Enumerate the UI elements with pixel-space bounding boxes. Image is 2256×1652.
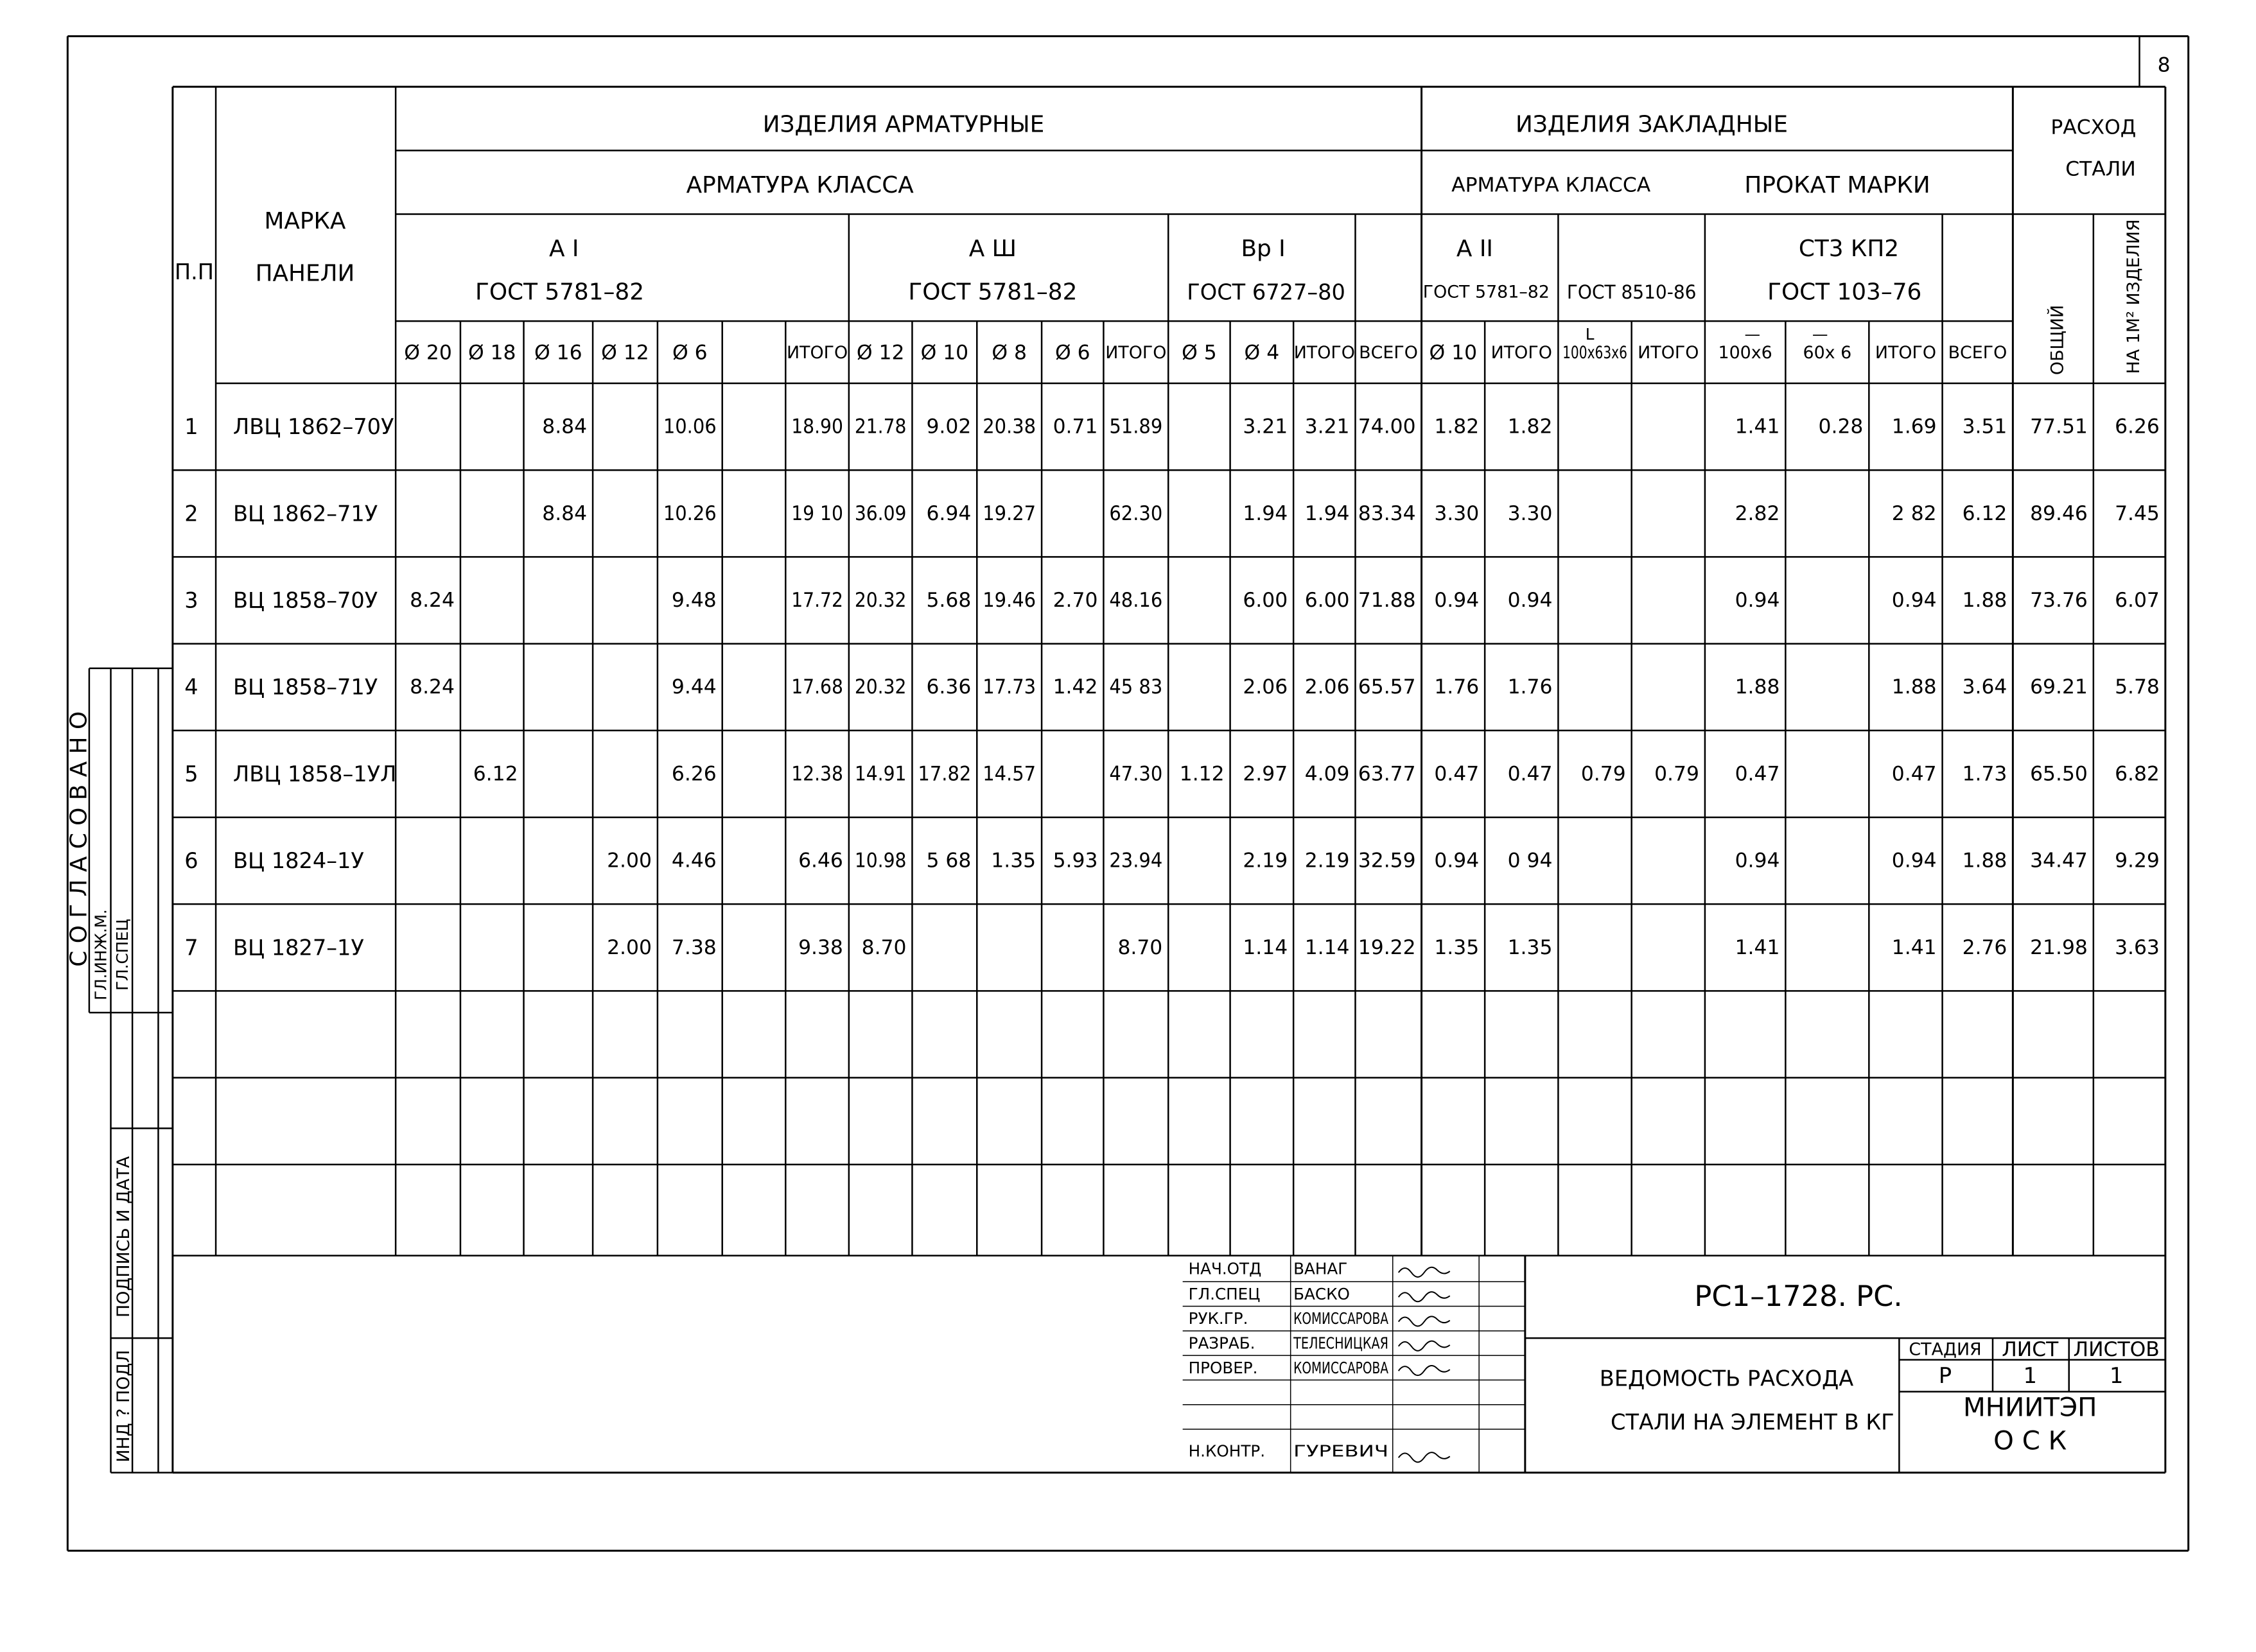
cell-value: 0.47 xyxy=(1507,762,1553,786)
cell-value: 19.46 xyxy=(983,589,1036,613)
cell-value: 19 10 xyxy=(791,501,843,525)
column-header: 60х 6 xyxy=(1803,343,1852,363)
cell-value: 47.30 xyxy=(1109,762,1163,786)
cell-value: 14.91 xyxy=(854,762,907,786)
cell-value: 10.26 xyxy=(663,501,717,525)
cell-value: 1.76 xyxy=(1507,675,1553,699)
header-rashod: РАСХОД xyxy=(2051,116,2137,139)
cell-value: 62.30 xyxy=(1109,501,1163,525)
header-a3-gost: ГОСТ 5781–82 xyxy=(908,279,1078,306)
cell-value: 6.12 xyxy=(473,762,518,786)
cell-value: 18.90 xyxy=(791,415,843,439)
header-vr1-gost: ГОСТ 6727–80 xyxy=(1187,279,1345,305)
panel-mark: ВЦ 1858–70У xyxy=(232,587,378,613)
cell-value: 1.69 xyxy=(1891,415,1937,439)
header-a2: А II xyxy=(1456,236,1493,263)
cell-value: 1.88 xyxy=(1962,849,2007,873)
row-number: 5 xyxy=(184,761,198,787)
column-header: Ø 16 xyxy=(534,341,582,365)
cell-value: 6.00 xyxy=(1243,589,1288,613)
cell-value: 6.07 xyxy=(2115,589,2160,613)
cell-value: 0.47 xyxy=(1434,762,1480,786)
stage-label: СТАДИЯ xyxy=(1909,1339,1982,1360)
cell-value: 6.36 xyxy=(926,675,972,699)
cell-value: 8.70 xyxy=(1117,935,1163,959)
cell-value: 2.70 xyxy=(1053,589,1098,613)
cell-value: 8.24 xyxy=(410,675,455,699)
cell-value: 8.24 xyxy=(410,589,455,613)
panel-mark: ЛВЦ 1862–70У xyxy=(232,414,394,440)
column-header: ИТОГО xyxy=(1105,343,1167,363)
cell-value: 17.82 xyxy=(918,762,972,786)
cell-value: 6.12 xyxy=(1962,501,2007,525)
sheets-value: 1 xyxy=(2109,1363,2124,1389)
cell-value: 1.35 xyxy=(1434,935,1480,959)
cell-value: 2.00 xyxy=(607,935,652,959)
cell-value: 0.94 xyxy=(1735,849,1780,873)
sheet-label: ЛИСТ xyxy=(2002,1338,2059,1362)
cell-value: 0.47 xyxy=(1891,762,1937,786)
cell-value: 48.16 xyxy=(1109,589,1163,613)
cell-value: 1.42 xyxy=(1053,675,1098,699)
org-name: МНИИТЭП xyxy=(1963,1392,2097,1423)
header-obshchiy: ОБЩИЙ xyxy=(2047,304,2068,376)
cell-value: 0.94 xyxy=(1891,589,1937,613)
org-dept: О С К xyxy=(1993,1425,2067,1456)
cell-value: 63.77 xyxy=(1358,762,1416,786)
column-header: ВСЕГО xyxy=(1948,343,2007,363)
cell-value: 20.32 xyxy=(854,675,907,699)
cell-value: 2.76 xyxy=(1962,935,2007,959)
cell-value: 36.09 xyxy=(854,501,907,525)
column-header: Ø 8 xyxy=(992,341,1027,365)
angle-mark: L xyxy=(1585,324,1595,343)
cell-value: 2.19 xyxy=(1243,849,1288,873)
header-izd-arm: ИЗДЕЛИЯ АРМАТУРНЫЕ xyxy=(762,111,1045,138)
cell-value: 12.38 xyxy=(791,762,843,786)
column-header: Ø 12 xyxy=(856,341,905,365)
column-header: ИТОГО xyxy=(1293,343,1355,363)
row-number: 1 xyxy=(184,414,198,440)
signature xyxy=(1399,1292,1450,1301)
header-izd-zakl: ИЗДЕЛИЯ ЗАКЛАДНЫЕ xyxy=(1516,111,1788,138)
header-vr1: Вр I xyxy=(1241,236,1286,263)
cell-value: 9.38 xyxy=(798,935,843,959)
column-header: Ø 12 xyxy=(601,341,649,365)
cell-value: 2.00 xyxy=(607,849,652,873)
cell-value: 73.76 xyxy=(2030,589,2088,613)
header-arm-klassa: АРМАТУРА КЛАССА xyxy=(686,171,914,198)
cell-value: 0.28 xyxy=(1818,415,1864,439)
cell-value: 0.94 xyxy=(1434,589,1480,613)
panel-mark: ВЦ 1858–71У xyxy=(232,674,378,700)
cell-value: 6.94 xyxy=(926,501,972,525)
stamp-name: КОМИССАРОВА xyxy=(1293,1358,1389,1377)
cell-value: 10.06 xyxy=(663,415,717,439)
cell-value: 4.46 xyxy=(671,849,717,873)
doc-title-1: ВЕДОМОСТЬ РАСХОДА xyxy=(1599,1366,1854,1391)
column-header: ВСЕГО xyxy=(1359,343,1418,363)
panel-mark: ЛВЦ 1858–1УЛ xyxy=(232,761,397,787)
cell-value: 51.89 xyxy=(1109,415,1163,439)
stamp-role: ПРОВЕР. xyxy=(1188,1358,1258,1377)
column-header: Ø 5 xyxy=(1182,341,1217,365)
cell-value: 74.00 xyxy=(1358,415,1416,439)
cell-value: 0.79 xyxy=(1654,762,1699,786)
cell-value: 6.82 xyxy=(2115,762,2160,786)
cell-value: 10.98 xyxy=(854,849,907,873)
cell-value: 32.59 xyxy=(1358,849,1416,873)
cell-value: 3.21 xyxy=(1243,415,1288,439)
sheet-value: 1 xyxy=(2023,1363,2037,1389)
header-arm-klassa-zakl: АРМАТУРА КЛАССА xyxy=(1451,173,1651,197)
stamp-role: НАЧ.ОТД xyxy=(1188,1259,1262,1278)
cell-value: 1.88 xyxy=(1735,675,1780,699)
row-number: 4 xyxy=(184,674,198,700)
cell-value: 6.26 xyxy=(2115,415,2160,439)
cell-value: 1.94 xyxy=(1304,501,1350,525)
sheet-number: 8 xyxy=(2157,53,2171,77)
cell-value: 1.35 xyxy=(991,849,1036,873)
header-pp: П.П xyxy=(174,259,214,285)
cell-value: 7.38 xyxy=(671,935,717,959)
cell-value: 1.41 xyxy=(1891,935,1937,959)
cell-value: 1.88 xyxy=(1962,589,2007,613)
stamp-name: ВАНАГ xyxy=(1293,1259,1348,1278)
header-prokat: ПРОКАТ МАРКИ xyxy=(1744,171,1930,198)
cell-value: 2.82 xyxy=(1735,501,1780,525)
cell-value: 2.97 xyxy=(1243,762,1288,786)
table-text xyxy=(66,53,2171,1462)
stamp-name: БАСКО xyxy=(1293,1284,1350,1303)
panel-mark: ВЦ 1827–1У xyxy=(232,935,364,961)
row-number: 6 xyxy=(184,848,198,874)
table-grid-lines xyxy=(67,36,2188,1551)
header-marka: МАРКА xyxy=(264,208,346,235)
cell-value: 1.73 xyxy=(1962,762,2007,786)
row-number: 3 xyxy=(184,587,198,613)
stage-value: Р xyxy=(1938,1363,1952,1389)
flat-mark: — xyxy=(1744,324,1761,343)
cell-value: 4.09 xyxy=(1304,762,1350,786)
cell-value: 6.46 xyxy=(798,849,843,873)
cell-value: 9.02 xyxy=(926,415,972,439)
side-podpis: ПОДПИСЬ И ДАТА xyxy=(114,1156,134,1317)
panel-mark: ВЦ 1824–1У xyxy=(232,848,364,874)
cell-value: 8.70 xyxy=(861,935,907,959)
cell-value: 0.71 xyxy=(1053,415,1098,439)
sheets-label: ЛИСТОВ xyxy=(2073,1338,2160,1362)
cell-value: 3.64 xyxy=(1962,675,2007,699)
cell-value: 6.26 xyxy=(671,762,717,786)
cell-value: 0.94 xyxy=(1735,589,1780,613)
stamp-role: ГЛ.СПЕЦ xyxy=(1188,1284,1261,1303)
column-header: Ø 6 xyxy=(1054,341,1090,365)
cell-value: 8.84 xyxy=(542,415,588,439)
cell-value: 2.06 xyxy=(1304,675,1350,699)
column-header: Ø 20 xyxy=(404,341,452,365)
cell-value: 83.34 xyxy=(1358,501,1416,525)
cell-value: 65.50 xyxy=(2030,762,2088,786)
cell-value: 5.78 xyxy=(2115,675,2160,699)
cell-value: 17.72 xyxy=(791,589,843,613)
cell-value: 8.84 xyxy=(542,501,588,525)
header-na-1m2: НА 1М² ИЗДЕЛИЯ xyxy=(2124,219,2144,374)
cell-value: 1.12 xyxy=(1179,762,1225,786)
stamp-role: Н.КОНТР. xyxy=(1188,1441,1266,1461)
stamp-role: РУК.ГР. xyxy=(1188,1309,1248,1328)
cell-value: 1.14 xyxy=(1304,935,1350,959)
cell-value: 77.51 xyxy=(2030,415,2088,439)
cell-value: 21.78 xyxy=(854,415,907,439)
cell-value: 0.94 xyxy=(1891,849,1937,873)
cell-value: 9.44 xyxy=(671,675,717,699)
signature xyxy=(1399,1452,1450,1462)
signature xyxy=(1399,1316,1450,1326)
cell-value: 2.19 xyxy=(1304,849,1350,873)
column-header: Ø 10 xyxy=(1429,341,1478,365)
side-gl-inzh: ГЛ.ИНЖ.М. xyxy=(91,909,110,1000)
column-header: Ø 6 xyxy=(672,341,708,365)
cell-value: 6.00 xyxy=(1304,589,1350,613)
cell-value: 0 94 xyxy=(1507,849,1553,873)
row-number: 2 xyxy=(184,501,198,526)
header-panel: ПАНЕЛИ xyxy=(255,260,355,287)
cell-value: 0.79 xyxy=(1580,762,1626,786)
column-header: 100х63х6 xyxy=(1562,343,1627,363)
signature xyxy=(1399,1341,1450,1351)
cell-value: 3.21 xyxy=(1304,415,1350,439)
cell-value: 5.68 xyxy=(926,589,972,613)
doc-title-2: СТАЛИ НА ЭЛЕМЕНТ В КГ xyxy=(1611,1409,1894,1435)
cell-value: 19.22 xyxy=(1358,935,1416,959)
cell-value: 1.76 xyxy=(1434,675,1480,699)
cell-value: 1.94 xyxy=(1243,501,1288,525)
column-header: Ø 4 xyxy=(1244,341,1280,365)
cell-value: 5.93 xyxy=(1053,849,1098,873)
header-a1: А I xyxy=(549,236,579,263)
header-a1-gost: ГОСТ 5781–82 xyxy=(475,279,645,306)
cell-value: 34.47 xyxy=(2030,849,2088,873)
column-header: Ø 18 xyxy=(468,341,516,365)
drawing-code: РС1–1728. РС. xyxy=(1694,1279,1903,1314)
cell-value: 17.68 xyxy=(791,675,843,699)
cell-value: 2 82 xyxy=(1891,501,1937,525)
cell-value: 7.45 xyxy=(2115,501,2160,525)
cell-value: 5 68 xyxy=(926,849,972,873)
cell-value: 1.41 xyxy=(1735,935,1780,959)
header-a2-gost: ГОСТ 5781–82 xyxy=(1422,282,1550,302)
cell-value: 1.88 xyxy=(1891,675,1937,699)
cell-value: 9.48 xyxy=(671,589,717,613)
cell-value: 69.21 xyxy=(2030,675,2088,699)
cell-value: 45 83 xyxy=(1109,675,1163,699)
cell-value: 23.94 xyxy=(1109,849,1163,873)
column-header: 100х6 xyxy=(1718,343,1772,363)
cell-value: 65.57 xyxy=(1358,675,1416,699)
cell-value: 9.29 xyxy=(2115,849,2160,873)
header-st3: СТ3 КП2 xyxy=(1798,236,1900,263)
cell-value: 0.47 xyxy=(1735,762,1780,786)
side-soglasovano: С О Г Л А С О В А Н О xyxy=(66,711,92,967)
header-a3: А Ш xyxy=(968,236,1017,263)
cell-value: 1.41 xyxy=(1735,415,1780,439)
cell-value: 20.38 xyxy=(983,415,1036,439)
cell-value: 3.30 xyxy=(1434,501,1480,525)
header-stali: СТАЛИ xyxy=(2065,157,2136,181)
cell-value: 19.27 xyxy=(983,501,1036,525)
stamp-name: КОМИССАРОВА xyxy=(1293,1309,1389,1328)
row-number: 7 xyxy=(184,935,198,961)
signature xyxy=(1399,1366,1450,1375)
stamp-name: ТЕЛЕСНИЦКАЯ xyxy=(1293,1334,1389,1353)
cell-value: 1.35 xyxy=(1507,935,1553,959)
column-header: ИТОГО xyxy=(1491,343,1552,363)
cell-value: 0.94 xyxy=(1434,849,1480,873)
cell-value: 1.14 xyxy=(1243,935,1288,959)
cell-value: 21.98 xyxy=(2030,935,2088,959)
cell-value: 14.57 xyxy=(983,762,1036,786)
column-header: ИТОГО xyxy=(786,343,848,363)
stamp-name: ГУРЕВИЧ xyxy=(1293,1441,1389,1461)
column-header: ИТОГО xyxy=(1638,343,1699,363)
stamp-role: РАЗРАБ. xyxy=(1188,1334,1255,1353)
cell-value: 1.82 xyxy=(1507,415,1553,439)
cell-value: 17.73 xyxy=(983,675,1036,699)
column-header: ИТОГО xyxy=(1875,343,1937,363)
cell-value: 1.82 xyxy=(1434,415,1480,439)
header-st3-gost: ГОСТ 103–76 xyxy=(1767,279,1922,306)
cell-value: 2.06 xyxy=(1243,675,1288,699)
panel-mark: ВЦ 1862–71У xyxy=(232,501,378,526)
cell-value: 3.63 xyxy=(2115,935,2160,959)
column-header: Ø 10 xyxy=(920,341,969,365)
cell-value: 0.94 xyxy=(1507,589,1553,613)
side-gl-spec: ГЛ.СПЕЦ xyxy=(112,919,132,991)
cell-value: 20.32 xyxy=(854,589,907,613)
cell-value: 71.88 xyxy=(1358,589,1416,613)
flat-mark: — xyxy=(1812,324,1828,343)
cell-value: 3.30 xyxy=(1507,501,1553,525)
signature xyxy=(1399,1267,1450,1277)
cell-value: 3.51 xyxy=(1962,415,2007,439)
cell-value: 89.46 xyxy=(2030,501,2088,525)
side-inv: ИНД ? ПОДЛ xyxy=(114,1350,134,1463)
header-gost8510: ГОСТ 8510-86 xyxy=(1566,281,1697,304)
